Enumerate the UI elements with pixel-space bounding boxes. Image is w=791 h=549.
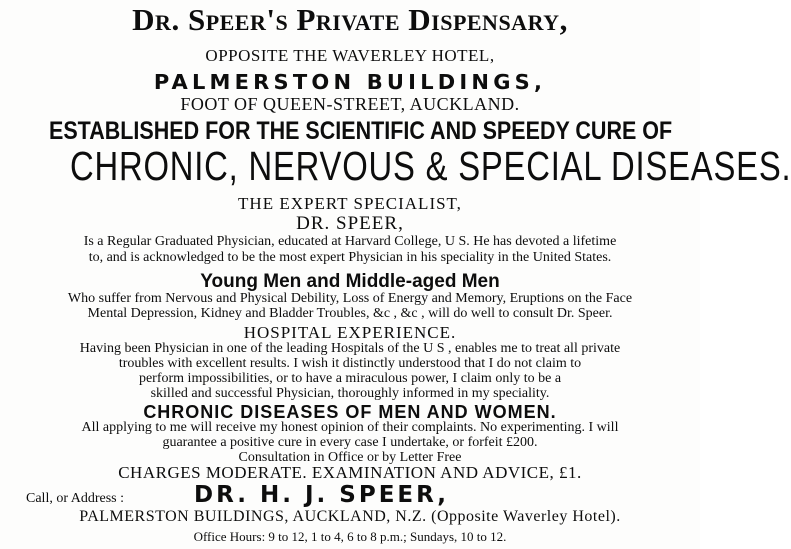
- guarantee-line-2: guarantee a positive cure in every case I undertake, or forfeit £200.: [162, 435, 538, 450]
- street-line: FOOT OF QUEEN-STREET, AUCKLAND.: [180, 94, 520, 114]
- symptoms-line-2: Mental Depression, Kidney and Bladder Troubles, &c , &c , will do well to consult Dr. Speer.: [87, 306, 613, 321]
- buildings-line: PALMERSTON BUILDINGS,: [153, 70, 547, 94]
- hospital-line-4: skilled and successful Physician, thoroughly informed in my speciality.: [150, 386, 550, 401]
- young-men-heading: Young Men and Middle-aged Men: [200, 271, 500, 292]
- bio-line-2: to, and is acknowledged to be the most expert Physician in his speciality in the United States.: [88, 250, 612, 265]
- hospital-line-3: perform impossibilities, or to have a miraculous power, I claim only to be a: [138, 371, 562, 386]
- ad-title: [0, 4, 700, 35]
- ad-title-prefix: Dr.: [132, 2, 180, 37]
- doctor-name: DR. SPEER,: [296, 213, 404, 234]
- call-label: Call, or Address :: [26, 491, 124, 506]
- office-hours: Office Hours: 9 to 12, 1 to 4, 6 to 8 p.m.; Sundays, 10 to 12.: [193, 529, 507, 544]
- charges-line: CHARGES MODERATE. EXAMINATION AND ADVICE, £1.: [118, 463, 582, 482]
- hospital-line-2: troubles with excellent results. I wish it distinctly understood that I do not claim to: [118, 356, 582, 371]
- diseases-heading: CHRONIC, NERVOUS & SPECIAL DISEASES.: [70, 143, 791, 189]
- hospital-heading: HOSPITAL EXPERIENCE.: [243, 323, 457, 342]
- ad-title-main: Speer's Private Dispensary,: [187, 2, 568, 37]
- opposite-line: OPPOSITE THE WAVERLEY HOTEL,: [205, 46, 495, 65]
- bio-line-1: Is a Regular Graduated Physician, educated at Harvard College, U S. He has devoted a lifetime: [83, 234, 617, 249]
- expert-line: THE EXPERT SPECIALIST,: [238, 194, 462, 213]
- men-women-heading: CHRONIC DISEASES OF MEN AND WOMEN.: [143, 402, 557, 422]
- consultation-line: Consultation in Office or by Letter Free: [238, 450, 462, 465]
- established-heading: ESTABLISHED FOR THE SCIENTIFIC AND SPEEDY CURE OF: [49, 117, 673, 145]
- address-line: PALMERSTON BUILDINGS, AUCKLAND, N.Z. (Opposite Waverley Hotel).: [79, 508, 621, 525]
- signature-name: DR. H. J. SPEER,: [194, 482, 449, 508]
- symptoms-line-1: Who suffer from Nervous and Physical Debility, Loss of Energy and Memory, Eruptions on the Face: [67, 291, 633, 306]
- guarantee-line-1: All applying to me will receive my honest opinion of their complaints. No experimenting. I will: [81, 420, 619, 435]
- hospital-line-1: Having been Physician in one of the leading Hospitals of the U S , enables me to treat all private: [79, 341, 621, 356]
